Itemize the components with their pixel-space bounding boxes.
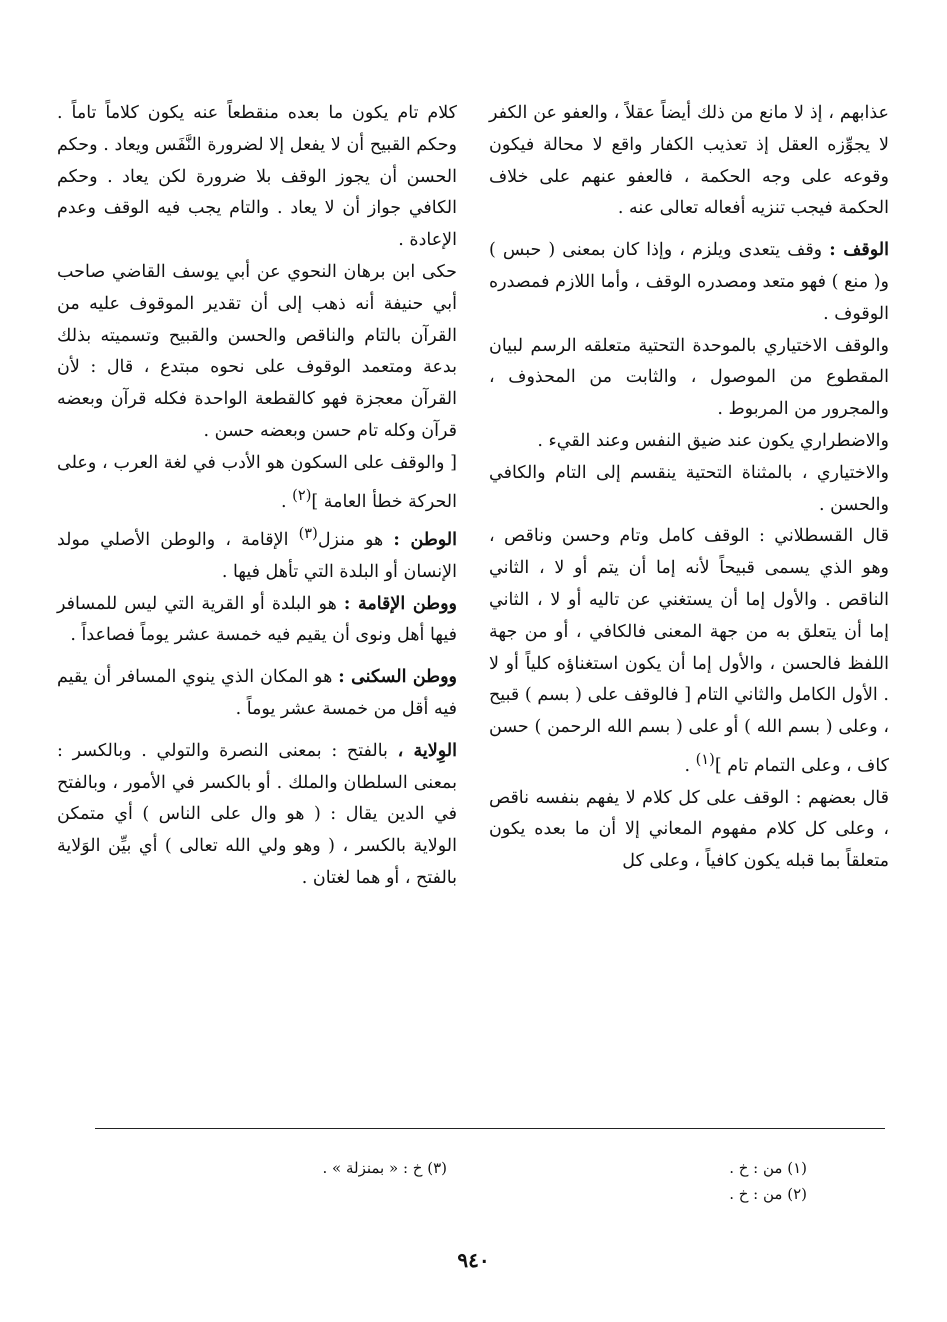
right-column bbox=[489, 98, 889, 878]
paragraph-text: بالفتح : بمعنى النصرة والتولي . وبالكسر : بمعنى السلطان والملك . أو بالكسر في الأمور ، وبالفتح في الدين يقال : ( هو وال على الناس ) أي متمكن الولاية بالكسر ، ( وهو ولي الله تعالى ) أي بيِّن الوَلاية بالفتح ، أو هما لغتان . bbox=[57, 740, 457, 888]
footnote-2: (٢) من : خ . bbox=[729, 1185, 807, 1203]
paragraph: والوقف الاختياري بالموحدة التحتية متعلقه الرسم لبيان المقطوع من الموصول ، والثابت من المحذوف ، والمجرور من المربوط . bbox=[489, 335, 889, 420]
paragraph-waqf bbox=[489, 235, 889, 330]
paragraph-text: وقف يتعدى ويلزم ، وإذا كان بمعنى ( حبس ) و( منع ) فهو متعد ومصدره الوقف ، وأما اللازم فمصدره الوقوف . bbox=[489, 240, 889, 324]
term-heading: الوطن : bbox=[393, 530, 458, 551]
footnote-ref: (٣) bbox=[298, 525, 318, 543]
page-number: ٩٤٠ bbox=[457, 1248, 490, 1272]
paragraph: عذابهم ، إذ لا مانع من ذلك أيضاً عقلاً ، والعفو عن الكفر لا يجوِّزه العقل إذ تعذيب الكفار واقع لا محالة فيكون وقوعه على وجه الحكمة ، فالعفو عنهم على خلاف الحكمة فيجب تنزيه أفعاله تعالى عنه . bbox=[489, 103, 889, 219]
paragraph-text: هو البلدة أو القرية التي ليس للمسافر فيها أهل ونوى أن يقيم فيه خمسة عشر يوماً فصاعداً . bbox=[57, 593, 457, 646]
term-heading: الوقف : bbox=[829, 240, 889, 261]
paragraph-text: الإقامة ، والوطن الأصلي مولد الإنسان أو البلدة التي تأهل فيها . bbox=[57, 530, 457, 582]
footnote-1: (١) من : خ . bbox=[729, 1159, 807, 1177]
paragraph-text: [ والوقف على السكون هو الأدب في لغة العرب ، وعلى الحركة خطأ العامة ] bbox=[57, 452, 457, 512]
paragraph-qastallani bbox=[489, 521, 889, 782]
paragraph-text: هو منزل bbox=[317, 530, 394, 551]
footnote-ref: (١) bbox=[695, 750, 715, 768]
paragraph-text: قال القسطلاني : الوقف كامل وتام وحسن وناقص ، وهو الذي يسمى قبيحاً لأنه إما أن يتم أو لا ، الثاني الناقص . والأول إما أن يستغني عن تاليه أو لا ، الثاني إما أن يتعلق به من جهة المعنى فالكافي ، أو من جهة اللفظ فالحسن ، والأول إما أن يكون استغناؤه كلياً أو لا . الأول الكامل والثاني التام [ فالوقف على ( بسم ) قبيح ، وعلى ( بسم الله ) أو على ( بسم الله الرحمن ) حسن كاف ، وعلى التمام تام ] bbox=[489, 526, 889, 776]
paragraph-text: . bbox=[684, 755, 696, 776]
paragraph-watan-iqama bbox=[57, 589, 457, 653]
term-heading: ووطن السكنى : bbox=[338, 667, 457, 688]
term-heading: الوِلاية ، bbox=[397, 740, 457, 761]
paragraph-text: هو المكان الذي ينوي المسافر أن يقيم فيه أقل من خمسة عشر يوماً . bbox=[57, 667, 457, 719]
paragraph: كلام تام يكون ما بعده منقطعاً عنه يكون كلاماً تاماً . وحكم القبيح أن لا يفعل إلا لضرورة النَّفَس ويعاد . وحكم الحسن أن يجوز الوقف بلا ضرورة لكن يعاد . وحكم الكافي جواز أن لا يعاد . والتام يجب فيه الوقف وعدم الإعادة . bbox=[57, 103, 457, 251]
paragraph-text: . bbox=[281, 491, 293, 512]
paragraph: والاختياري ، بالمثناة التحتية ينقسم إلى التام والكافي والحسن . bbox=[489, 462, 889, 515]
paragraph: حكى ابن برهان النحوي عن أبي يوسف القاضي صاحب أبي حنيفة أنه ذهب إلى أن تقدير الموقوف عليه من القرآن بالتام والناقص والحسن والقبيح وتسميته بذلك بدعة ومتعمد الوقوف على نحوه مبتدع ، قال : لأن القرآن معجزة فهو كالقطعة الواحدة فكله قرآن وبعضه قرآن وكله تام حسن وبعضه حسن . bbox=[57, 261, 457, 441]
term-heading: ووطن الإقامة : bbox=[343, 593, 458, 614]
paragraph-bracketed bbox=[57, 448, 457, 518]
paragraph: والاضطراري يكون عند ضيق النفس وعند القيء . bbox=[537, 430, 889, 451]
paragraph: قال بعضهم : الوقف على كل كلام لا يفهم بنفسه ناقص ، وعلى كل كلام مفهوم المعاني إلا أن ما بعده يكون متعلقاً بما قبله يكون كافياً ، وعلى كل bbox=[489, 787, 889, 872]
left-column bbox=[57, 98, 457, 895]
paragraph-wilaya bbox=[57, 736, 457, 895]
footnote-divider bbox=[95, 1128, 885, 1129]
paragraph-watan bbox=[57, 518, 457, 588]
paragraph-watan-sukna bbox=[57, 662, 457, 726]
footnote-ref: (٢) bbox=[292, 486, 312, 504]
footnote-3: (٣) خ : « بمنزلة » . bbox=[322, 1159, 447, 1177]
